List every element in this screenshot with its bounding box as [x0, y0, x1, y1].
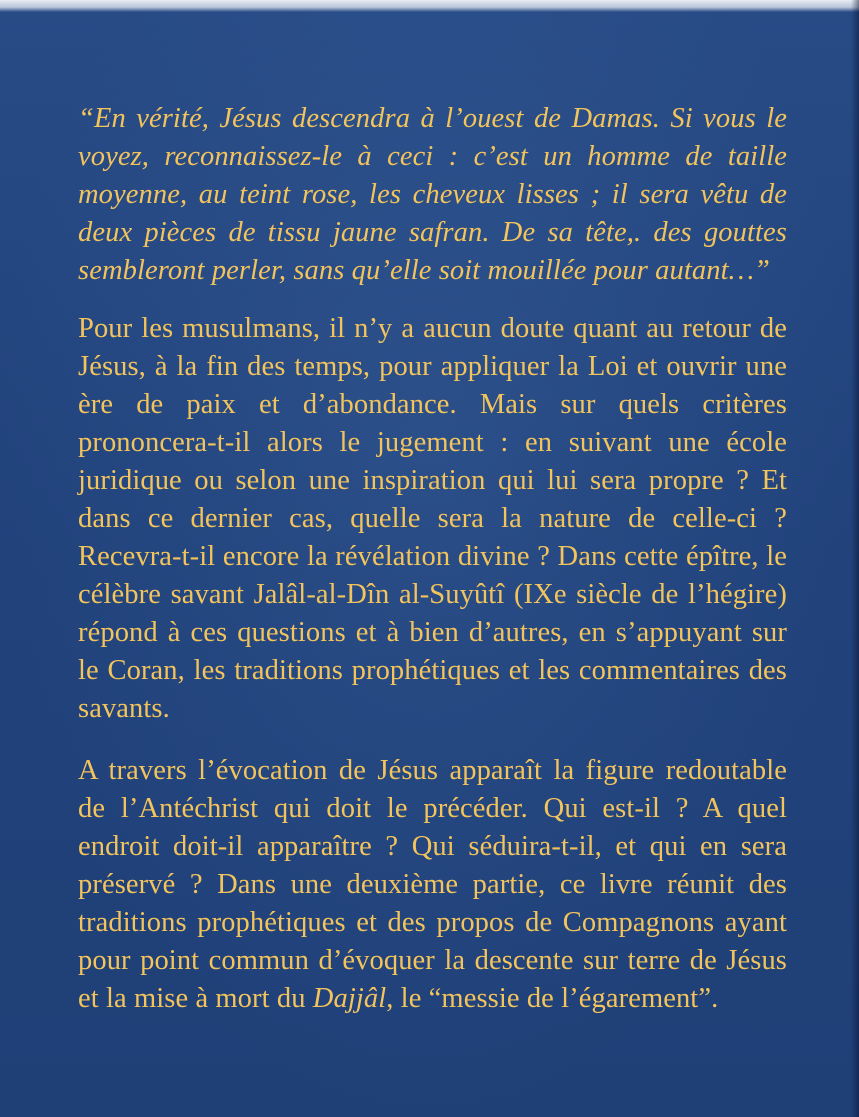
paragraph-antichrist: [78, 752, 787, 1018]
dajjal-term: Dajjâl: [312, 983, 387, 1014]
paragraph-antichrist-text: A travers l’évocation de Jésus apparaît la figure redoutable de l’Antéchrist qui doit le précéder. Qui est-il ? A quel endroit doit-il apparaître ? Qui séduira-t-il, et qui en sera préservé ? Dans une deuxième partie, ce livre réunit des traditions prophétiques et des propos de Compagnons ayant pour point commun d’évoquer la descente sur terre de Jésus et la mise à mort du: [78, 755, 787, 1014]
paragraph-antichrist-end: , le “messie de l’égarement”.: [386, 983, 719, 1014]
opening-quote: “En vérité, Jésus descendra à l’ouest de Damas. Si vous le voyez, reconnaissez-le à ceci : c’est un homme de taille moyenne, au teint rose, les cheveux lisses ; il sera vêtu de deux pièces de tissu jaune safran. De sa tête,. des gouttes sembleront perler, sans qu’elle soit mouillée pour autant…”: [78, 103, 787, 286]
paragraph-intro: Pour les musulmans, il n’y a aucun doute quant au retour de Jésus, à la fin des temps, pour appliquer la Loi et ouvrir une ère de paix et d’abondance. Mais sur quels critères prononcera-t-il alors le jugement : en suivant une école juridique ou selon une inspiration qui lui sera propre ? Et dans ce dernier cas, quelle sera la nature de celle-ci ? Recevra-t-il encore la révélation divine ? Dans cette épître, le célèbre savant Jalâl-al-Dîn al-Suyûtî (IXe siècle de l’hégire) répond à ces questions et à bien d’autres, en s’appuyant sur le Coran, les traditions prophétiques et les commentaires des savants.: [78, 313, 787, 724]
